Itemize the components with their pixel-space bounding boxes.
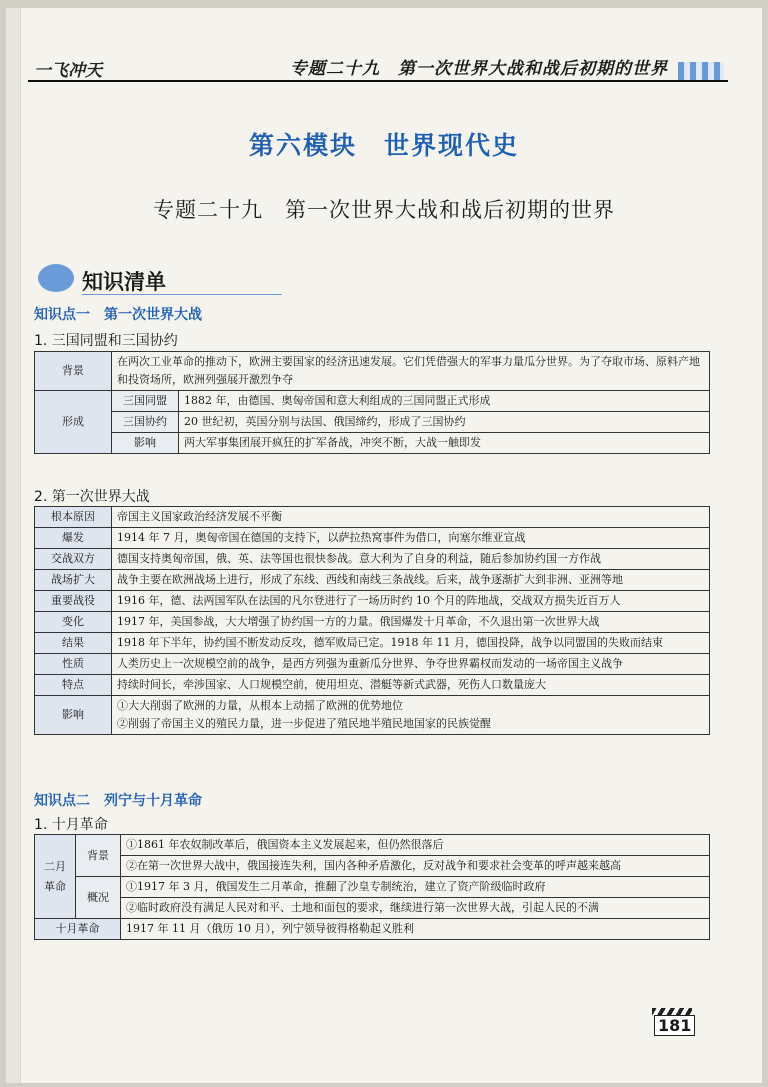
table-cell: 人类历史上一次规模空前的战争，是西方列强为重新瓜分世界、争夺世界霸权而发动的一场帝国主义战争 [112,654,710,675]
table-cell-label [35,835,76,919]
table-cell: ②临时政府没有满足人民对和平、土地和面包的要求，继续进行第一次世界大战，引起人民的不满 [121,898,710,919]
section-title: 知识清单 [82,270,166,294]
table2-subtitle: 2. 第一次世界大战 [34,489,150,505]
topic-title: 专题二十九 第一次世界大战和战后初期的世界 [153,198,615,222]
table-cell-label: 战场扩大 [35,570,112,591]
section-rule [82,294,282,295]
knowledge-point-2-title: 知识点二 列宁与十月革命 [34,793,202,809]
knowledge-point-1-title: 知识点一 第一次世界大战 [34,307,202,323]
table-cell: 1916 年，德、法两国军队在法国的凡尔登进行了一场历时约 10 个月的阵地战，交战双方损失近百万人 [112,591,710,612]
section-badge-icon [38,264,74,292]
table1-subtitle: 1. 三国同盟和三国协约 [34,333,178,349]
feb-label-line: 革命 [44,879,66,893]
table-cell: 1917 年，美国参战，大大增强了协约国一方的力量。俄国爆发十月革命，不久退出第一次世界大战 [112,612,710,633]
table-cell-label: 爆发 [35,528,112,549]
page-number-text: 181 [654,1015,695,1036]
table-cell-label: 根本原因 [35,507,112,528]
header-divider [28,80,728,82]
impact-item: ②削弱了帝国主义的殖民力量，进一步促进了殖民地半殖民地国家的民族觉醒 [117,717,491,730]
table-cell: 德国支持奥匈帝国，俄、英、法等国也很快参战。意大利为了自身的利益，随后参加协约国一方作战 [112,549,710,570]
table-cell-label: 三国协约 [112,412,179,433]
alliance-table [34,351,710,454]
table-cell-label: 背景 [35,352,112,391]
table-cell-label: 影响 [112,433,179,454]
running-title: 专题二十九 第一次世界大战和战后初期的世界 [290,59,668,79]
table-cell-label: 影响 [35,696,112,735]
table-cell: 1882 年，由德国、奥匈帝国和意大利组成的三国同盟正式形成 [179,391,710,412]
table-cell-label: 概况 [76,877,121,919]
table-cell-label: 结果 [35,633,112,654]
page-number [652,1008,692,1034]
table-cell: 持续时间长，牵涉国家、人口规模空前，使用坦克、潜艇等新式武器，死伤人口数量庞大 [112,675,710,696]
table-cell: 20 世纪初，英国分别与法国、俄国缔约，形成了三国协约 [179,412,710,433]
table-cell: ①1917 年 3 月，俄国发生二月革命，推翻了沙皇专制统治，建立了资产阶级临时政府 [121,877,710,898]
table-cell-label: 变化 [35,612,112,633]
table-cell: 两大军事集团展开疯狂的扩军备战，冲突不断，大战一触即发 [179,433,710,454]
table-cell-label: 三国同盟 [112,391,179,412]
table-cell-label: 背景 [76,835,121,877]
table-cell [112,696,710,735]
table3-subtitle: 1. 十月革命 [34,817,108,833]
october-revolution-table [34,834,710,940]
table-cell: 1917 年 11 月（俄历 10 月），列宁领导彼得格勒起义胜利 [121,919,710,940]
module-title: 第六模块 世界现代史 [248,131,519,160]
table-cell: 帝国主义国家政治经济发展不平衡 [112,507,710,528]
table-cell-label: 重要战役 [35,591,112,612]
table-cell-label: 性质 [35,654,112,675]
checker-decoration-icon [678,62,724,80]
table-cell: 1914 年 7 月，奥匈帝国在德国的支持下，以萨拉热窝事件为借口，向塞尔维亚宣战 [112,528,710,549]
table-cell-label: 形成 [35,391,112,454]
feb-label-line: 二月 [44,859,66,873]
table-cell: ②在第一次世界大战中，俄国接连失利，国内各种矛盾激化，反对战争和要求社会变革的呼声越来越高 [121,856,710,877]
page [6,8,762,1083]
table-cell: 在两次工业革命的推动下，欧洲主要国家的经济迅速发展。它们凭借强大的军事力量瓜分世界。为了夺取市场、原料产地和投资场所，欧洲列强展开激烈争夺 [112,352,710,391]
table-cell-label: 特点 [35,675,112,696]
war-table [34,506,710,735]
table-cell-label: 交战双方 [35,549,112,570]
table-cell: ①1861 年农奴制改革后，俄国资本主义发展起来，但仍然很落后 [121,835,710,856]
brand-logo: 一飞冲天 [34,61,102,81]
page-binding [6,8,21,1083]
impact-item: ①大大削弱了欧洲的力量，从根本上动摇了欧洲的优势地位 [117,699,403,712]
table-cell: 1918 年下半年，协约国不断发动反攻，德军败局已定。1918 年 11 月，德国投降，战争以同盟国的失败而结束 [112,633,710,654]
section-heading [34,264,284,294]
table-cell-label: 十月革命 [35,919,121,940]
table-cell: 战争主要在欧洲战场上进行，形成了东线、西线和南线三条战线。后来，战争逐渐扩大到非洲、亚洲等地 [112,570,710,591]
running-header [28,52,728,84]
